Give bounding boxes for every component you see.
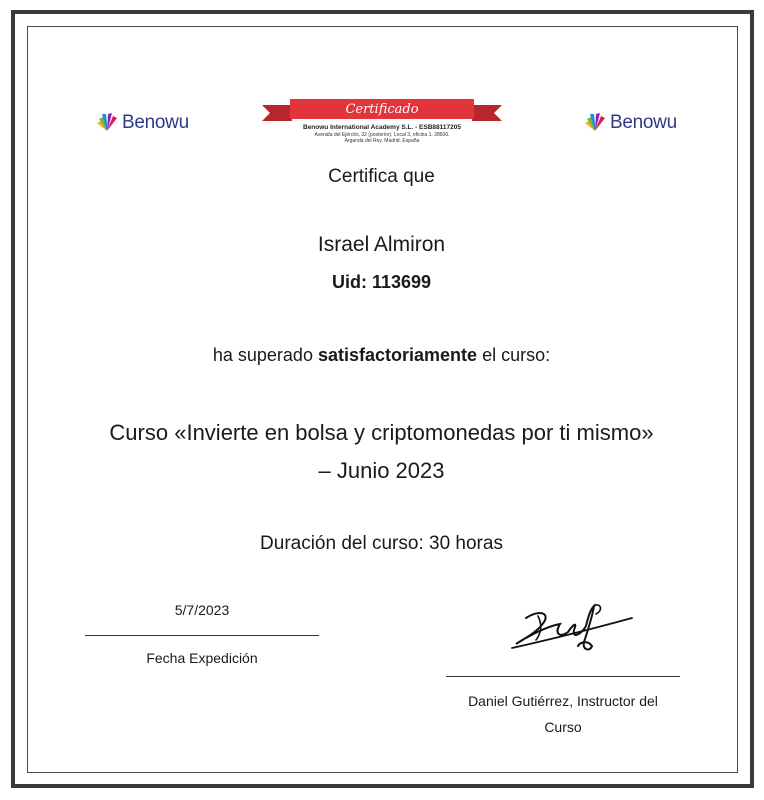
signer-line-2: Curso — [544, 719, 582, 735]
benowu-logo-left — [95, 110, 189, 136]
company-name: Benowu International Academy S.L. - ESB88117205 — [303, 124, 461, 131]
book-icon — [95, 111, 119, 135]
recipient-name: Israel Almiron — [317, 233, 446, 256]
instructor-signature — [508, 596, 638, 658]
signature-line — [446, 676, 680, 677]
signer-line-1: Daniel Gutiérrez, Instructor del — [468, 693, 658, 709]
passed-statement — [27, 345, 736, 366]
address-line-1: Avenida del Ejército, 32 (posterior). Local 3, oficina 1. 28500. — [314, 132, 450, 138]
passed-prefix: ha superado — [212, 345, 313, 365]
passed-emphasis: satisfactoriamente — [317, 345, 478, 365]
address-line-2: Arganda del Rey. Madrid. España — [344, 138, 420, 144]
issue-date-label: Fecha Expedición — [146, 650, 258, 666]
course-title-line-1: Curso «Invierte en bolsa y criptomonedas por ti mismo» — [109, 420, 654, 445]
passed-suffix: el curso: — [482, 345, 551, 365]
signer-label — [446, 688, 680, 740]
benowu-logo-right — [583, 110, 677, 136]
company-address — [262, 132, 502, 144]
date-line — [85, 635, 319, 636]
issue-date: 5/7/2023 — [174, 602, 230, 618]
logo-wordmark: Benowu — [122, 112, 189, 133]
book-icon — [583, 111, 607, 135]
ribbon-title: Certificado — [345, 101, 419, 117]
recipient-uid: Uid: 113699 — [331, 272, 432, 292]
certificado-ribbon — [262, 99, 502, 151]
logo-wordmark: Benowu — [610, 112, 677, 133]
course-duration: Duración del curso: 30 horas — [260, 533, 503, 554]
course-title-line-2: – Junio 2023 — [318, 458, 445, 483]
certifies-intro: Certifica que — [328, 166, 435, 187]
